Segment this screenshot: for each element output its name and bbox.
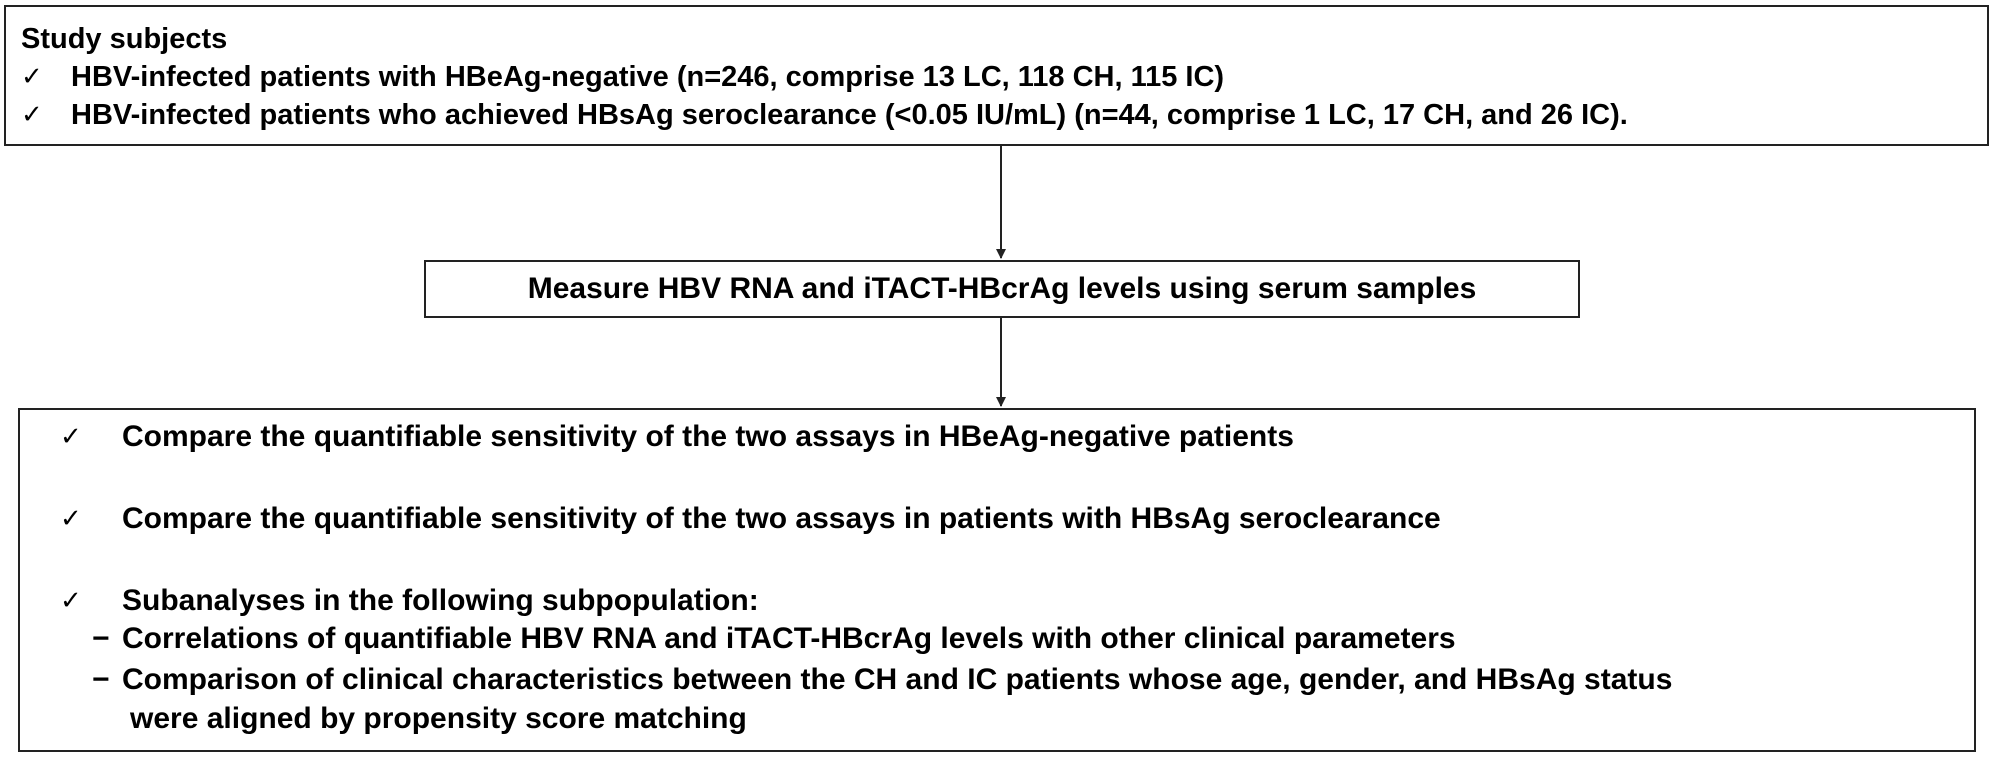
checkmark-icon: ✓ [60, 586, 82, 616]
study-subjects-title: Study subjects [21, 23, 228, 55]
analyses-box [18, 408, 1976, 752]
study-subjects-item [21, 96, 1987, 134]
analysis-subitem [92, 620, 1456, 658]
study-subjects-item-text: HBV-infected patients who achieved HBsAg seroclearance (<0.05 IU/mL) (n=44, comprise 1 LC, 17 CH, and 26 IC). [71, 99, 1628, 131]
measure-text: Measure HBV RNA and iTACT-HBcrAg levels using serum samples [527, 272, 1477, 305]
study-subjects-item [21, 58, 1987, 96]
analysis-item-text: Compare the quantifiable sensitivity of the two assays in patients with HBsAg seroclearance [122, 502, 1441, 535]
dash-bullet: − [92, 663, 110, 696]
analysis-subitem-continuation: were aligned by propensity score matching [130, 702, 747, 735]
study-subjects-item-text: HBV-infected patients with HBeAg-negative (n=246, comprise 13 LC, 118 CH, 115 IC) [71, 61, 1225, 93]
dash-bullet: − [92, 622, 110, 655]
checkmark-icon: ✓ [60, 422, 82, 452]
study-subjects-box [4, 5, 1989, 146]
measure-box [424, 260, 1580, 318]
analysis-subitem-text: Comparison of clinical characteristics between the CH and IC patients whose age, gender, and HBsAg status [122, 663, 1673, 696]
checkmark-icon: ✓ [21, 62, 43, 92]
checkmark-icon: ✓ [60, 504, 82, 534]
analysis-subitem-text: Correlations of quantifiable HBV RNA and iTACT-HBcrAg levels with other clinical parameters [122, 622, 1456, 655]
analysis-subitem [92, 661, 1672, 699]
analysis-item-text: Subanalyses in the following subpopulation: [122, 584, 759, 617]
analysis-item-text: Compare the quantifiable sensitivity of the two assays in HBeAg-negative patients [122, 420, 1294, 453]
checkmark-icon: ✓ [21, 100, 43, 130]
